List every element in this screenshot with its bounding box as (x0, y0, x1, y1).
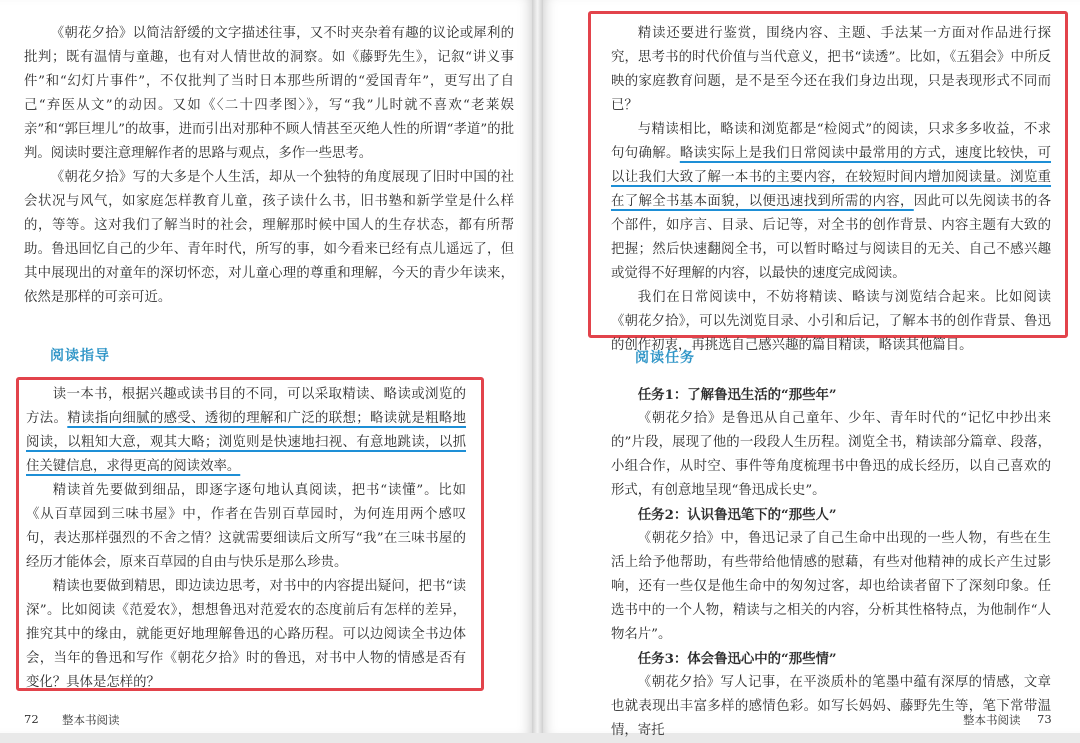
paragraph (611, 118, 1051, 286)
right-tasks-text (611, 383, 1051, 743)
task-title: 任务3：体会鲁迅心中的“那些情” (637, 651, 837, 667)
underlined-text: 略读实际上是我们日常阅读中最常用的方式，速度比较快，可以让我们大致了解一本书的主要内容，在较短时间内增加阅读量。 (611, 146, 1052, 185)
task-body: 《朝花夕拾》写人记事，在平淡质朴的笔墨中蕴有深厚的情感，文章也就表现出丰富多样的感情色彩。如写长妈妈、藤野先生等，笔下常带温情，寄托 (611, 675, 1051, 738)
book-gutter (532, 0, 543, 733)
footer-title-left: 整本书阅读 (62, 713, 120, 727)
left-box-text (26, 383, 466, 695)
page-number-right: 73 (1037, 712, 1052, 726)
task-body: 《朝花夕拾》是鲁迅从自己童年、少年、青年时代的“记忆中抄出来的”片段，展现了他的一段段人生历程。浏览全书，精读部分篇章、段落，小组合作，从时空、事件等角度梳理书中鲁迅的成长经历，以自己喜欢的形式，有创意地呈现“鲁迅成长史”。 (611, 411, 1051, 498)
paragraph: 精读也要做到精思，即边读边思考，对书中的内容提出疑问，把书“读深”。比如阅读《范爱农》，想想鲁迅对范爱农的态度前后有怎样的差异，推究其中的缘由，就能更好地理解鲁迅的心路历程。可以边阅读全书边体会，当年的鲁迅和写作《朝花夕拾》时的鲁迅，对书中人物的情感是否有变化？具体是怎样的？ (26, 579, 466, 690)
paragraph: 《朝花夕拾》以简洁舒缓的文字描述往事，又不时夹杂着有趣的议论或犀利的批判；既有温情与童趣，也有对人情世故的洞察。如《藤野先生》，记叙“讲义事件”和“幻灯片事件”，不仅批判了当时日本那些所谓的“爱国青年”，更写出了自己“弃医从文”的动因。又如《〈二十四孝图〉》，写“我”儿时就不喜欢“老莱娱亲”和“郭巨埋儿”的故事，进而引出对那种不顾人情甚至灭绝人性的所谓“孝道”的批判。阅读时要注意理解作者的思路与观点，多作一些思考。 (24, 26, 514, 161)
paragraph: 我们在日常阅读中，不妨将精读、略读与浏览结合起来。比如阅读《朝花夕拾》，可以先浏览目录、小引和后记，了解本书的创作背景、鲁迅的创作初衷，再挑选自己感兴趣的篇目精读，略读其他篇目。 (611, 290, 1051, 353)
underlined-text: 精读指向细腻的感受、透彻的理解和广泛的联想；略读就是粗略地阅读，以粗知大意，观其大略；浏览则是快速地扫视、有意地跳读，以抓住关键信息，求得更高的阅读效率。 (26, 411, 467, 474)
left-page (0, 0, 532, 733)
task-body: 《朝花夕拾》中，鲁迅记录了自己生命中出现的一些人物，有些在生活上给予他帮助，有些带给他情感的慰藉，有些对他精神的成长产生过影响，还有一些仅是他生命中的匆匆过客，却也给读者留下了深刻印象。任选书中的一个人物，精读与之相关的内容，分析其性格特点，为他制作“人物名片”。 (611, 531, 1051, 642)
right-page (543, 0, 1080, 738)
left-top-text (24, 22, 514, 310)
page-number-left: 72 (24, 712, 39, 726)
paragraph: 精读首先要做到细品，即逐字逐句地认真阅读，把书“读懂”。比如《从百草园到三味书屋》中，作者在告别百草园时，为何连用两个感叹句，表达那样强烈的不舍之情？这就需要细读后文所写“我”在三味书屋的经历才能体会，原来百草园的自由与快乐是那么珍贵。 (26, 483, 466, 570)
underlined-text: 浏览重在了解全书基本面貌，以便迅速找到所需的内容， (611, 170, 1052, 209)
text-span: 因此可以先阅读书的各个部件，如序言、目录、后记等，对全书的创作背景、内容主题有大致的把握；然后快速翻阅全书，可以暂时略过与阅读目的无关、自己不感兴趣或觉得不好理解的内容，以最快的速度完成阅读。 (611, 194, 1052, 281)
section-heading-reading-tasks: 阅读任务 (635, 350, 695, 366)
section-heading-reading-guide: 阅读指导 (50, 348, 110, 364)
task-title: 任务1：了解鲁迅生活的“那些年” (637, 387, 837, 403)
paragraph: 精读还要进行鉴赏，围绕内容、主题、手法某一方面对作品进行探究，思考书的时代价值与当代意义，把书“读透”。比如，《五猖会》中所反映的家庭教育问题，是不是至今还在我们身边出现，只是表现形式不同而已？ (611, 26, 1051, 113)
right-box-text (611, 22, 1051, 358)
text-span: 与精读相比，略读和浏览都是“检阅式”的阅读，只求多多收益，不求句句确解。 (611, 122, 1051, 161)
task-title: 任务2：认识鲁迅笔下的“那些人” (637, 507, 837, 523)
text-span: 读一本书，根据兴趣或读书目的不同，可以采取精读、略读或浏览的方法。 (26, 387, 466, 426)
paragraph (26, 383, 466, 479)
paragraph: 《朝花夕拾》写的大多是个人生活，却从一个独特的角度展现了旧时中国的社会状况与风气，如家庭怎样教育儿童，孩子读什么书，旧书塾和新学堂是什么样的，等等。这对我们了解当时的社会，理解那时候中国人的生存状态，都有所帮助。鲁迅回忆自己的少年、青年时代，所写的事，如今看来已经有点儿遥远了，但其中展现出的对童年的深切怀恋，对儿童心理的尊重和理解，今天的青少年读来，依然是那样的可亲可近。 (24, 170, 514, 305)
footer-title-right: 整本书阅读 (963, 713, 1021, 727)
